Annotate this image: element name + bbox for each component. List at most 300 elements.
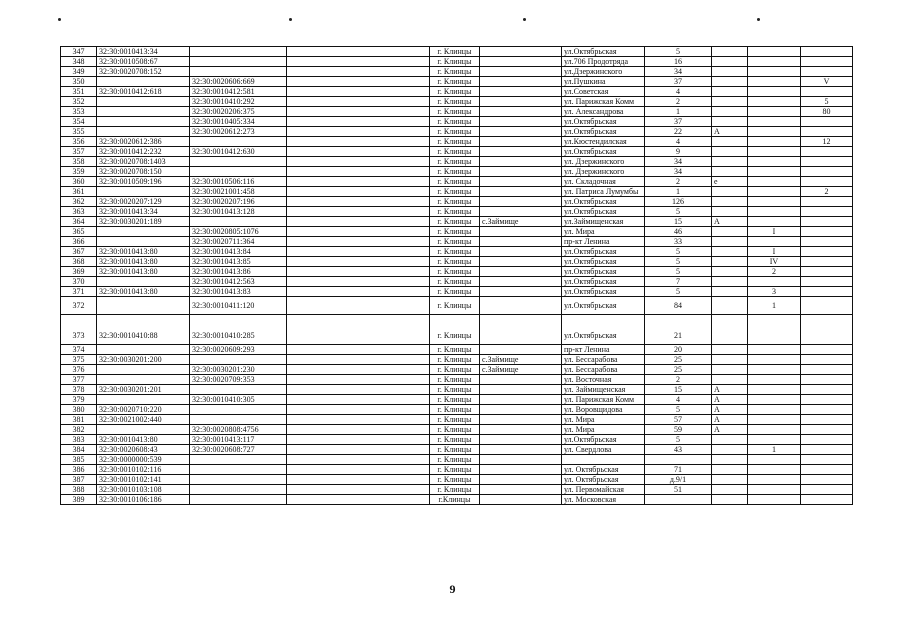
row-number-cell: 359 [61, 167, 97, 177]
street-cell: пр-кт Ленина [562, 237, 645, 247]
apartment-cell [748, 207, 801, 217]
city-cell: г. Клинцы [430, 187, 480, 197]
room-cell [801, 87, 853, 97]
scan-mark [757, 18, 760, 21]
row-number-cell: 388 [61, 485, 97, 495]
table-row [61, 405, 853, 415]
street-cell: ул. Дзержинского [562, 157, 645, 167]
house-number-cell: 5 [645, 207, 712, 217]
house-number-cell: 34 [645, 67, 712, 77]
house-number-cell: 33 [645, 237, 712, 247]
table-row [61, 465, 853, 475]
settlement-cell [480, 455, 562, 465]
notes-cell [287, 395, 430, 405]
cadastral-number-2-cell [190, 465, 287, 475]
house-number-cell: 84 [645, 297, 712, 315]
apartment-cell [748, 87, 801, 97]
settlement-cell [480, 187, 562, 197]
cadastral-number-cell [97, 127, 190, 137]
apartment-cell: 1 [748, 445, 801, 455]
apartment-cell [748, 385, 801, 395]
notes-cell [287, 87, 430, 97]
apartment-cell [748, 97, 801, 107]
cadastral-number-2-cell [190, 137, 287, 147]
street-cell: ул.Октябрьская [562, 197, 645, 207]
building-letter-cell [712, 237, 748, 247]
street-cell: пр-кт Ленина [562, 345, 645, 355]
row-number-cell: 369 [61, 267, 97, 277]
house-number-cell: 16 [645, 57, 712, 67]
table-row [61, 177, 853, 187]
settlement-cell [480, 157, 562, 167]
table-row [61, 267, 853, 277]
apartment-cell [748, 217, 801, 227]
house-number-cell: 37 [645, 77, 712, 87]
house-number-cell: 51 [645, 485, 712, 495]
apartment-cell [748, 465, 801, 475]
building-letter-cell [712, 147, 748, 157]
apartment-cell [748, 117, 801, 127]
notes-cell [287, 187, 430, 197]
room-cell: 80 [801, 107, 853, 117]
city-cell: г. Клинцы [430, 77, 480, 87]
table-row [61, 425, 853, 435]
settlement-cell [480, 375, 562, 385]
table-row [61, 475, 853, 485]
city-cell: г. Клинцы [430, 157, 480, 167]
city-cell: г. Клинцы [430, 177, 480, 187]
row-number-cell: 352 [61, 97, 97, 107]
building-letter-cell [712, 315, 748, 345]
table-row [61, 87, 853, 97]
house-number-cell: 1 [645, 187, 712, 197]
city-cell: г. Клинцы [430, 287, 480, 297]
table-row [61, 107, 853, 117]
building-letter-cell [712, 247, 748, 257]
property-register-table [60, 46, 853, 505]
room-cell [801, 237, 853, 247]
notes-cell [287, 345, 430, 355]
apartment-cell [748, 395, 801, 405]
table-row [61, 435, 853, 445]
cadastral-number-cell: 32:30:0010509:196 [97, 177, 190, 187]
street-cell: ул.Кюстендилская [562, 137, 645, 147]
city-cell: г. Клинцы [430, 315, 480, 345]
street-cell: ул.Октябрьская [562, 47, 645, 57]
city-cell: г. Клинцы [430, 365, 480, 375]
room-cell [801, 57, 853, 67]
apartment-cell [748, 147, 801, 157]
street-cell: ул. Первомайская [562, 485, 645, 495]
house-number-cell: 4 [645, 87, 712, 97]
city-cell: г.Клинцы [430, 495, 480, 505]
table-row [61, 137, 853, 147]
cadastral-number-2-cell: 32:30:0020606:669 [190, 77, 287, 87]
settlement-cell [480, 167, 562, 177]
street-cell: ул. Свердлова [562, 445, 645, 455]
cadastral-number-2-cell [190, 167, 287, 177]
notes-cell [287, 97, 430, 107]
city-cell: г. Клинцы [430, 415, 480, 425]
room-cell [801, 435, 853, 445]
cadastral-number-2-cell: 32:30:0020805:1076 [190, 227, 287, 237]
settlement-cell [480, 237, 562, 247]
room-cell [801, 117, 853, 127]
house-number-cell: 59 [645, 425, 712, 435]
notes-cell [287, 365, 430, 375]
house-number-cell: 7 [645, 277, 712, 287]
table-row [61, 247, 853, 257]
cadastral-number-2-cell: 32:30:0010413:117 [190, 435, 287, 445]
cadastral-number-cell: 32:30:0010103:108 [97, 485, 190, 495]
cadastral-number-2-cell: 32:30:0010410:285 [190, 315, 287, 345]
building-letter-cell: А [712, 127, 748, 137]
cadastral-number-cell [97, 425, 190, 435]
table-row [61, 485, 853, 495]
room-cell [801, 207, 853, 217]
city-cell: г. Клинцы [430, 57, 480, 67]
building-letter-cell [712, 495, 748, 505]
house-number-cell: 2 [645, 177, 712, 187]
house-number-cell [645, 495, 712, 505]
building-letter-cell [712, 187, 748, 197]
row-number-cell: 350 [61, 77, 97, 87]
table-row [61, 375, 853, 385]
settlement-cell [480, 47, 562, 57]
settlement-cell [480, 117, 562, 127]
notes-cell [287, 57, 430, 67]
house-number-cell: 34 [645, 167, 712, 177]
room-cell [801, 445, 853, 455]
room-cell [801, 465, 853, 475]
row-number-cell: 381 [61, 415, 97, 425]
apartment-cell [748, 277, 801, 287]
house-number-cell: 15 [645, 217, 712, 227]
table-row [61, 237, 853, 247]
building-letter-cell: А [712, 385, 748, 395]
cadastral-number-cell [97, 117, 190, 127]
room-cell [801, 157, 853, 167]
cadastral-number-cell: 32:30:0010413:80 [97, 257, 190, 267]
room-cell: 5 [801, 97, 853, 107]
building-letter-cell [712, 117, 748, 127]
house-number-cell: 20 [645, 345, 712, 355]
row-number-cell: 385 [61, 455, 97, 465]
building-letter-cell [712, 257, 748, 267]
house-number-cell: 5 [645, 47, 712, 57]
cadastral-number-2-cell [190, 485, 287, 495]
row-number-cell: 377 [61, 375, 97, 385]
row-number-cell: 361 [61, 187, 97, 197]
table-row [61, 187, 853, 197]
street-cell: ул.Дзержинского [562, 67, 645, 77]
street-cell [562, 455, 645, 465]
house-number-cell: 46 [645, 227, 712, 237]
cadastral-number-2-cell [190, 475, 287, 485]
notes-cell [287, 375, 430, 385]
cadastral-number-2-cell [190, 455, 287, 465]
house-number-cell: 2 [645, 97, 712, 107]
house-number-cell: 5 [645, 267, 712, 277]
street-cell: ул.Октябрьская [562, 117, 645, 127]
settlement-cell [480, 287, 562, 297]
cadastral-number-cell [97, 297, 190, 315]
apartment-cell [748, 495, 801, 505]
city-cell: г. Клинцы [430, 435, 480, 445]
cadastral-number-2-cell: 32:30:0010413:84 [190, 247, 287, 257]
notes-cell [287, 77, 430, 87]
building-letter-cell [712, 47, 748, 57]
cadastral-number-2-cell: 32:30:0020608:727 [190, 445, 287, 455]
city-cell: г. Клинцы [430, 385, 480, 395]
room-cell [801, 177, 853, 187]
table-row [61, 277, 853, 287]
building-letter-cell [712, 267, 748, 277]
row-number-cell: 349 [61, 67, 97, 77]
settlement-cell [480, 297, 562, 315]
building-letter-cell [712, 97, 748, 107]
building-letter-cell: А [712, 217, 748, 227]
room-cell [801, 127, 853, 137]
settlement-cell [480, 475, 562, 485]
house-number-cell: д.9/1 [645, 475, 712, 485]
house-number-cell: 9 [645, 147, 712, 157]
cadastral-number-cell: 32:30:0020608:43 [97, 445, 190, 455]
settlement-cell [480, 425, 562, 435]
cadastral-number-2-cell [190, 415, 287, 425]
room-cell [801, 455, 853, 465]
table-row [61, 147, 853, 157]
table-row [61, 57, 853, 67]
cadastral-number-2-cell: 32:30:0010410:292 [190, 97, 287, 107]
cadastral-number-cell: 32:30:0000000:539 [97, 455, 190, 465]
apartment-cell [748, 375, 801, 385]
building-letter-cell [712, 87, 748, 97]
notes-cell [287, 485, 430, 495]
building-letter-cell [712, 77, 748, 87]
row-number-cell: 353 [61, 107, 97, 117]
apartment-cell [748, 177, 801, 187]
building-letter-cell [712, 57, 748, 67]
cadastral-number-2-cell: 32:30:0010410:305 [190, 395, 287, 405]
street-cell: ул. Патриса Лумумбы [562, 187, 645, 197]
row-number-cell: 360 [61, 177, 97, 187]
city-cell: г. Клинцы [430, 485, 480, 495]
cadastral-number-2-cell: 32:30:0021001:458 [190, 187, 287, 197]
building-letter-cell [712, 445, 748, 455]
cadastral-number-2-cell [190, 67, 287, 77]
notes-cell [287, 425, 430, 435]
row-number-cell: 384 [61, 445, 97, 455]
city-cell: г. Клинцы [430, 47, 480, 57]
row-number-cell: 347 [61, 47, 97, 57]
cadastral-number-2-cell: 32:30:0010413:86 [190, 267, 287, 277]
cadastral-number-2-cell: 32:30:0010506:116 [190, 177, 287, 187]
street-cell: ул. Займищенская [562, 385, 645, 395]
cadastral-number-cell [97, 187, 190, 197]
building-letter-cell [712, 375, 748, 385]
building-letter-cell: А [712, 405, 748, 415]
row-number-cell: 365 [61, 227, 97, 237]
building-letter-cell [712, 167, 748, 177]
table-row [61, 117, 853, 127]
room-cell [801, 227, 853, 237]
room-cell [801, 217, 853, 227]
house-number-cell: 34 [645, 157, 712, 167]
apartment-cell [748, 435, 801, 445]
table-row [61, 345, 853, 355]
apartment-cell [748, 67, 801, 77]
room-cell [801, 405, 853, 415]
settlement-cell [480, 267, 562, 277]
cadastral-number-2-cell: 32:30:0010412:630 [190, 147, 287, 157]
notes-cell [287, 247, 430, 257]
street-cell: ул.Октябрьская [562, 127, 645, 137]
cadastral-number-2-cell: 32:30:0020711:364 [190, 237, 287, 247]
building-letter-cell: А [712, 395, 748, 405]
cadastral-number-2-cell: 32:30:0020709:353 [190, 375, 287, 385]
settlement-cell [480, 435, 562, 445]
notes-cell [287, 117, 430, 127]
building-letter-cell [712, 455, 748, 465]
row-number-cell: 367 [61, 247, 97, 257]
building-letter-cell [712, 67, 748, 77]
cadastral-number-cell [97, 365, 190, 375]
cadastral-number-cell: 32:30:0020708:150 [97, 167, 190, 177]
cadastral-number-2-cell [190, 495, 287, 505]
city-cell: г. Клинцы [430, 455, 480, 465]
cadastral-number-2-cell: 32:30:0020207:196 [190, 197, 287, 207]
street-cell: ул.Займищенская [562, 217, 645, 227]
apartment-cell [748, 197, 801, 207]
house-number-cell [645, 455, 712, 465]
notes-cell [287, 177, 430, 187]
notes-cell [287, 67, 430, 77]
apartment-cell [748, 425, 801, 435]
apartment-cell: 2 [748, 267, 801, 277]
notes-cell [287, 435, 430, 445]
row-number-cell: 386 [61, 465, 97, 475]
row-number-cell: 372 [61, 297, 97, 315]
row-number-cell: 375 [61, 355, 97, 365]
apartment-cell [748, 345, 801, 355]
scan-marks [0, 14, 905, 24]
cadastral-number-2-cell: 32:30:0010412:563 [190, 277, 287, 287]
room-cell [801, 197, 853, 207]
house-number-cell: 5 [645, 405, 712, 415]
street-cell: ул. Мира [562, 227, 645, 237]
city-cell: г. Клинцы [430, 207, 480, 217]
notes-cell [287, 107, 430, 117]
row-number-cell: 371 [61, 287, 97, 297]
street-cell: ул. Бессарабова [562, 355, 645, 365]
apartment-cell [748, 187, 801, 197]
apartment-cell [748, 77, 801, 87]
row-number-cell: 368 [61, 257, 97, 267]
room-cell: 12 [801, 137, 853, 147]
notes-cell [287, 315, 430, 345]
cadastral-number-cell: 32:30:0020708:152 [97, 67, 190, 77]
street-cell: ул.Октябрьская [562, 435, 645, 445]
street-cell: ул. Мира [562, 415, 645, 425]
house-number-cell: 1 [645, 107, 712, 117]
row-number-cell: 363 [61, 207, 97, 217]
house-number-cell: 43 [645, 445, 712, 455]
cadastral-number-cell [97, 107, 190, 117]
cadastral-number-cell: 32:30:0010508:67 [97, 57, 190, 67]
cadastral-number-2-cell [190, 57, 287, 67]
row-number-cell: 389 [61, 495, 97, 505]
row-number-cell: 370 [61, 277, 97, 287]
notes-cell [287, 405, 430, 415]
notes-cell [287, 197, 430, 207]
row-number-cell: 383 [61, 435, 97, 445]
building-letter-cell [712, 345, 748, 355]
settlement-cell [480, 137, 562, 147]
cadastral-number-cell: 32:30:0010412:232 [97, 147, 190, 157]
city-cell: г. Клинцы [430, 475, 480, 485]
cadastral-number-2-cell: 32:30:0020808:4756 [190, 425, 287, 435]
house-number-cell: 5 [645, 257, 712, 267]
settlement-cell [480, 207, 562, 217]
street-cell: ул. Воровщидова [562, 405, 645, 415]
street-cell: ул. Александрова [562, 107, 645, 117]
room-cell [801, 485, 853, 495]
city-cell: г. Клинцы [430, 297, 480, 315]
row-number-cell: 356 [61, 137, 97, 147]
building-letter-cell [712, 365, 748, 375]
settlement-cell [480, 87, 562, 97]
room-cell: V [801, 77, 853, 87]
city-cell: г. Клинцы [430, 465, 480, 475]
apartment-cell: IV [748, 257, 801, 267]
notes-cell [287, 127, 430, 137]
cadastral-number-2-cell: 32:30:0020206:375 [190, 107, 287, 117]
cadastral-number-2-cell: 32:30:0030201:230 [190, 365, 287, 375]
building-letter-cell [712, 435, 748, 445]
apartment-cell [748, 365, 801, 375]
table-row [61, 217, 853, 227]
table-row [61, 287, 853, 297]
apartment-cell [748, 167, 801, 177]
notes-cell [287, 267, 430, 277]
cadastral-number-cell: 32:30:0010410:88 [97, 315, 190, 345]
city-cell: г. Клинцы [430, 197, 480, 207]
table-row [61, 355, 853, 365]
apartment-cell [748, 57, 801, 67]
city-cell: г. Клинцы [430, 247, 480, 257]
house-number-cell: 15 [645, 385, 712, 395]
room-cell [801, 385, 853, 395]
notes-cell [287, 415, 430, 425]
table-row [61, 167, 853, 177]
table-row [61, 77, 853, 87]
settlement-cell [480, 147, 562, 157]
room-cell [801, 425, 853, 435]
apartment-cell [748, 405, 801, 415]
settlement-cell [480, 485, 562, 495]
house-number-cell: 126 [645, 197, 712, 207]
row-number-cell: 387 [61, 475, 97, 485]
room-cell [801, 315, 853, 345]
building-letter-cell [712, 465, 748, 475]
settlement-cell: с.Займище [480, 365, 562, 375]
building-letter-cell: А [712, 415, 748, 425]
cadastral-number-cell: 32:30:0030201:201 [97, 385, 190, 395]
page-number: 9 [449, 582, 456, 596]
scan-mark [523, 18, 526, 21]
city-cell: г. Клинцы [430, 375, 480, 385]
